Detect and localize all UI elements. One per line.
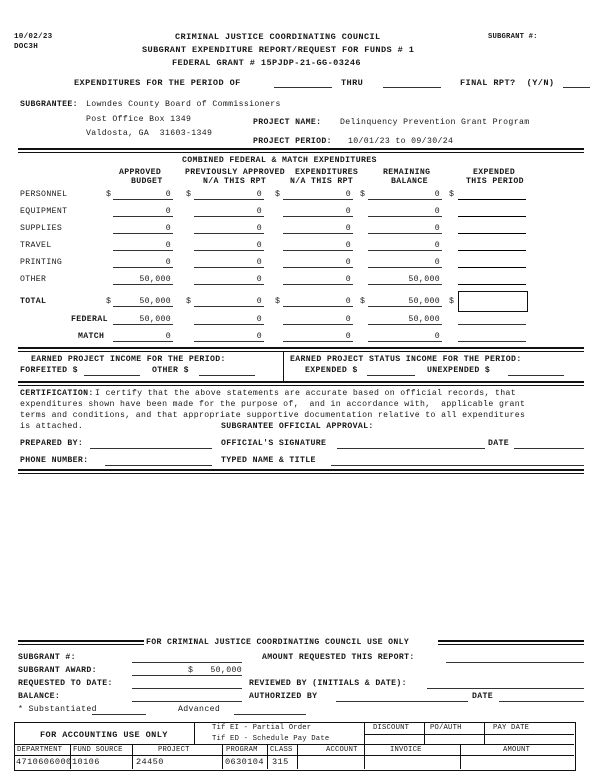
accounting-row-sep-2 [14, 755, 574, 756]
earned-income-forfeited-input[interactable] [84, 375, 140, 376]
cell-match-remaining: 0 [434, 332, 440, 341]
earned-income-expended-label: EXPENDED $ [305, 366, 358, 375]
underline-federal-previously [194, 324, 264, 325]
header-line-1: CRIMINAL JUSTICE COORDINATING COUNCIL [175, 32, 381, 42]
cell-travel-approved: 0 [165, 241, 171, 250]
cjcc-subgrant-award-label: SUBGRANT AWARD: [18, 666, 97, 675]
cell-printing-approved: 0 [165, 258, 171, 267]
cjcc-subgrant-number-label: SUBGRANT #: [18, 653, 76, 662]
cell-travel-expenditures: 0 [345, 241, 351, 250]
currency-total-thisperiod: $ [449, 297, 455, 306]
period-from-input[interactable] [274, 87, 332, 88]
accounting-vsep-project [132, 744, 133, 769]
accounting-value-class: 315 [272, 757, 289, 767]
earned-income-other-input[interactable] [199, 375, 255, 376]
period-thru-label: THRU [341, 78, 364, 88]
underline-other-approved [113, 284, 173, 285]
underline-travel-expenditures [283, 250, 353, 251]
header-line-3: FEDERAL GRANT # 15PJDP-21-GG-03246 [172, 58, 361, 68]
underline-travel-previously [194, 250, 264, 251]
accounting-col-account: ACCOUNT [326, 746, 358, 754]
cell-total-previously: 0 [256, 297, 262, 306]
cell-printing-expenditures: 0 [345, 258, 351, 267]
underline-match-remaining [368, 341, 442, 342]
currency-total-expenditures: $ [275, 297, 281, 306]
cjcc-requested-to-date-input[interactable] [132, 688, 242, 689]
cjcc-advanced-input[interactable] [234, 714, 306, 715]
prepared-by-input[interactable] [90, 448, 212, 449]
accounting-value-fund-source: 10106 [72, 757, 100, 767]
underline-supplies-remaining [368, 233, 442, 234]
underline-total-expenditures [283, 306, 353, 307]
cjcc-reviewed-by-input[interactable] [427, 688, 584, 689]
underline-total-approved [113, 306, 173, 307]
underline-equipment-previously [194, 216, 264, 217]
currency-total-remaining: $ [360, 297, 366, 306]
subgrantee-name: Lowndes County Board of Commissioners [86, 100, 281, 109]
underline-supplies-expenditures [283, 233, 353, 234]
cell-total-expenditures: 0 [345, 297, 351, 306]
project-period-label: PROJECT PERIOD: [253, 137, 332, 146]
underline-supplies-previously [194, 233, 264, 234]
earned-income-expended-input[interactable] [367, 375, 415, 376]
certification-body-4: is attached. [20, 422, 84, 431]
final-report-label: FINAL RPT? (Y/N) [460, 78, 555, 88]
currency-total-approved: $ [106, 297, 112, 306]
accounting-vsep-amount [460, 744, 461, 769]
accounting-value-project: 24450 [136, 757, 164, 767]
accounting-col-department: DEPARTMENT [17, 746, 63, 754]
cjcc-requested-to-date-label: REQUESTED TO DATE: [18, 679, 113, 688]
accounting-value-department: 4710606000 [16, 757, 72, 767]
cjcc-substantiated-input[interactable] [92, 714, 146, 715]
cjcc-subgrant-award-value: 50,000 [210, 666, 242, 675]
cjcc-banner-rule-left [18, 640, 144, 642]
row-label-other: OTHER [20, 275, 47, 284]
col-header-expenditures-line2: N/A THIS RPT [290, 177, 354, 186]
divider-mid-1 [18, 347, 584, 349]
currency-personnel-remaining: $ [360, 190, 366, 199]
document-date: 10/02/23 [14, 33, 53, 41]
document-code: DOC3H [14, 43, 39, 51]
cjcc-banner-rule-right [438, 640, 584, 642]
cjcc-substantiated-label: * Substantiated [18, 705, 97, 714]
underline-equipment-expenditures [283, 216, 353, 217]
input-supplies-thisperiod[interactable] [458, 233, 526, 234]
project-period-value: 10/01/23 to 09/30/24 [348, 137, 454, 146]
cell-equipment-approved: 0 [165, 207, 171, 216]
accounting-tif-line-2: Tif ED - Schedule Pay Date [212, 735, 330, 743]
row-label-supplies: SUPPLIES [20, 224, 63, 233]
cjcc-reviewed-by-label: REVIEWED BY (INITIALS & DATE): [249, 679, 407, 688]
underline-total-previously [194, 306, 264, 307]
underline-match-approved [113, 341, 173, 342]
underline-personnel-previously [194, 199, 264, 200]
row-label-federal: FEDERAL [71, 315, 108, 324]
currency-personnel-approved: $ [106, 190, 112, 199]
cjcc-banner-rule-left-2 [18, 644, 144, 645]
subgrantee-label: SUBGRANTEE: [20, 100, 78, 109]
cjcc-authorized-by-label: AUTHORIZED BY [249, 692, 318, 701]
cell-federal-remaining: 50,000 [408, 315, 440, 324]
cell-printing-previously: 0 [256, 258, 262, 267]
underline-other-remaining [368, 284, 442, 285]
cjcc-subgrant-award-currency: $ [188, 666, 194, 675]
cjcc-subgrant-number-input[interactable] [132, 662, 242, 663]
accounting-col-project: PROJECT [158, 746, 190, 754]
final-report-input[interactable] [563, 87, 590, 88]
underline-travel-approved [113, 250, 173, 251]
cell-equipment-expenditures: 0 [345, 207, 351, 216]
cell-total-remaining: 50,000 [408, 297, 440, 306]
cell-personnel-remaining: 0 [434, 190, 440, 199]
accounting-header-discount: DISCOUNT [373, 724, 410, 732]
underline-supplies-approved [113, 233, 173, 234]
col-header-remaining-line1: REMAINING [383, 168, 431, 177]
divider-mid-2-thin [18, 385, 584, 386]
col-header-previously-line2: N/A THIS RPT [203, 177, 267, 186]
cell-total-approved: 50,000 [139, 297, 171, 306]
cjcc-authorized-date-input[interactable] [499, 701, 584, 702]
cjcc-advanced-label: Advanced [178, 705, 221, 714]
accounting-tif-line-1: Tif EI - Partial Order [212, 724, 312, 732]
certification-body-3: terms and conditions, and that appropriate supportive documentation relative to all expenditures [20, 411, 526, 420]
typed-name-title-label: TYPED NAME & TITLE [221, 456, 316, 465]
input-other-thisperiod[interactable] [458, 284, 526, 285]
cell-other-remaining: 50,000 [408, 275, 440, 284]
accounting-topright-sep [364, 734, 574, 735]
typed-name-title-input[interactable] [331, 465, 584, 466]
cell-travel-remaining: 0 [434, 241, 440, 250]
phone-number-input[interactable] [105, 465, 212, 466]
cell-equipment-previously: 0 [256, 207, 262, 216]
underline-printing-previously [194, 267, 264, 268]
cell-supplies-previously: 0 [256, 224, 262, 233]
certification-heading: CERTIFICATION: [20, 389, 94, 398]
cell-supplies-approved: 0 [165, 224, 171, 233]
earned-income-left-title: EARNED PROJECT INCOME FOR THE PERIOD: [31, 355, 226, 364]
cell-federal-previously: 0 [256, 315, 262, 324]
underline-other-expenditures [283, 284, 353, 285]
cell-equipment-remaining: 0 [434, 207, 440, 216]
cjcc-authorized-date-label: DATE [472, 692, 494, 701]
project-name-value: Delinquency Prevention Grant Program [340, 118, 530, 127]
earned-income-unexpended-label: UNEXPENDED $ [427, 366, 491, 375]
accounting-col-invoice: INVOICE [390, 746, 422, 754]
accounting-row-sep-1 [14, 744, 574, 745]
accounting-col-fund-source: FUND SOURCE [73, 746, 123, 754]
underline-travel-remaining [368, 250, 442, 251]
accounting-vsep-class [267, 744, 268, 769]
approval-heading: SUBGRANTEE OFFICIAL APPROVAL: [221, 422, 374, 431]
phone-number-label: PHONE NUMBER: [20, 456, 89, 465]
cell-match-expenditures: 0 [345, 332, 351, 341]
input-match-thisperiod[interactable] [458, 341, 526, 342]
underline-equipment-remaining [368, 216, 442, 217]
cjcc-subgrant-award-underline [132, 675, 242, 676]
row-label-personnel: PERSONNEL [20, 190, 68, 199]
cell-federal-approved: 50,000 [139, 315, 171, 324]
header-line-2: SUBGRANT EXPENDITURE REPORT/REQUEST FOR FUNDS # 1 [142, 45, 415, 55]
row-label-equipment: EQUIPMENT [20, 207, 68, 216]
divider-mid-1-thin [18, 351, 584, 352]
input-personnel-thisperiod[interactable] [458, 199, 526, 200]
earned-income-other-label: OTHER $ [152, 366, 189, 375]
cjcc-balance-input[interactable] [132, 701, 242, 702]
signature-date-input[interactable] [514, 448, 584, 449]
cell-other-approved: 50,000 [139, 275, 171, 284]
accounting-col-program: PROGRAM [226, 746, 258, 754]
input-equipment-thisperiod[interactable] [458, 216, 526, 217]
underline-personnel-remaining [368, 199, 442, 200]
input-total-thisperiod-box[interactable] [458, 291, 528, 312]
subgrant-number-label: SUBGRANT #: [488, 33, 538, 41]
cjcc-authorized-by-input[interactable] [336, 701, 468, 702]
underline-total-remaining [368, 306, 442, 307]
cjcc-amount-requested-input[interactable] [446, 662, 584, 663]
underline-match-previously [194, 341, 264, 342]
underline-printing-approved [113, 267, 173, 268]
accounting-col-amount: AMOUNT [503, 746, 531, 754]
input-travel-thisperiod[interactable] [458, 250, 526, 251]
cjcc-balance-label: BALANCE: [18, 692, 61, 701]
cell-printing-remaining: 0 [434, 258, 440, 267]
accounting-header-paydate: PAY DATE [493, 724, 530, 732]
col-header-previously-line1: PREVIOUSLY APPROVED [185, 168, 286, 177]
col-header-expenditures-line1: EXPENDITURES [295, 168, 359, 177]
underline-personnel-approved [113, 199, 173, 200]
underline-printing-expenditures [283, 267, 353, 268]
cell-other-previously: 0 [256, 275, 262, 284]
row-label-total: TOTAL [20, 297, 47, 306]
accounting-vsep-discount [364, 722, 365, 769]
input-printing-thisperiod[interactable] [458, 267, 526, 268]
cell-personnel-approved: 0 [165, 190, 171, 199]
divider-mid-2 [18, 381, 584, 383]
subgrantee-address-1: Post Office Box 1349 [86, 115, 192, 124]
earned-income-unexpended-input[interactable] [508, 375, 564, 376]
col-header-remaining-line2: BALANCE [391, 177, 428, 186]
subgrantee-address-2: Valdosta, GA 31603-1349 [86, 129, 213, 138]
signature-date-label: DATE [488, 439, 510, 448]
cell-match-previously: 0 [256, 332, 262, 341]
accounting-vsep-title [194, 722, 195, 744]
divider-bottom-cert-thin [18, 473, 584, 474]
earned-income-right-title: EARNED PROJECT STATUS INCOME FOR THE PERIOD: [290, 355, 522, 364]
row-label-match: MATCH [78, 332, 105, 341]
underline-printing-remaining [368, 267, 442, 268]
cell-match-approved: 0 [165, 332, 171, 341]
earned-income-forfeited-label: FORFEITED $ [20, 366, 78, 375]
accounting-vsep-account [297, 744, 298, 769]
cjcc-banner-rule-right-2 [438, 644, 584, 645]
col-header-thisperiod-line1: EXPENDED [473, 168, 516, 177]
col-header-approved-line1: APPROVED [119, 168, 162, 177]
accounting-header-poauth: PO/AUTH [430, 724, 462, 732]
underline-federal-approved [113, 324, 173, 325]
currency-personnel-previously: $ [186, 190, 192, 199]
cell-other-expenditures: 0 [345, 275, 351, 284]
period-to-input[interactable] [383, 87, 441, 88]
cjcc-amount-requested-label: AMOUNT REQUESTED THIS REPORT: [262, 653, 415, 662]
accounting-value-program: 0630104 [225, 757, 264, 767]
cell-supplies-expenditures: 0 [345, 224, 351, 233]
accounting-vsep-poauth [424, 722, 425, 744]
accounting-vsep-program [222, 744, 223, 769]
cell-federal-expenditures: 0 [345, 315, 351, 324]
period-label: EXPENDITURES FOR THE PERIOD OF [74, 78, 241, 88]
underline-match-expenditures [283, 341, 353, 342]
accounting-title: FOR ACCOUNTING USE ONLY [40, 730, 168, 740]
earned-income-divider [283, 352, 284, 381]
input-federal-thisperiod[interactable] [458, 324, 526, 325]
underline-federal-expenditures [283, 324, 353, 325]
underline-personnel-expenditures [283, 199, 353, 200]
certification-body-2: expenditures shown have been made for the purpose of, and in accordance with, applicable grant [20, 400, 526, 409]
expenditures-banner: COMBINED FEDERAL & MATCH EXPENDITURES [182, 156, 377, 165]
prepared-by-label: PREPARED BY: [20, 439, 84, 448]
col-header-approved-line2: BUDGET [131, 177, 163, 186]
accounting-vsep-paydate [484, 722, 485, 744]
cell-personnel-expenditures: 0 [345, 190, 351, 199]
currency-total-previously: $ [186, 297, 192, 306]
currency-personnel-expenditures: $ [275, 190, 281, 199]
divider-bottom-cert [18, 469, 584, 471]
currency-personnel-thisperiod: $ [449, 190, 455, 199]
row-label-printing: PRINTING [20, 258, 63, 267]
project-name-label: PROJECT NAME: [253, 118, 322, 127]
certification-body-1: I certify that the above statements are accurate based on official records, that [95, 389, 517, 398]
underline-other-previously [194, 284, 264, 285]
divider-top-thin [18, 152, 584, 153]
row-label-travel: TRAVEL [20, 241, 52, 250]
officials-signature-label: OFFICIAL'S SIGNATURE [221, 439, 327, 448]
cell-supplies-remaining: 0 [434, 224, 440, 233]
divider-top [18, 148, 584, 150]
officials-signature-input[interactable] [337, 448, 485, 449]
col-header-thisperiod-line2: THIS PERIOD [466, 177, 524, 186]
cell-travel-previously: 0 [256, 241, 262, 250]
cell-personnel-previously: 0 [256, 190, 262, 199]
accounting-col-class: CLASS [270, 746, 293, 754]
underline-equipment-approved [113, 216, 173, 217]
cjcc-banner: FOR CRIMINAL JUSTICE COORDINATING COUNCIL USE ONLY [146, 638, 410, 647]
underline-federal-remaining [368, 324, 442, 325]
